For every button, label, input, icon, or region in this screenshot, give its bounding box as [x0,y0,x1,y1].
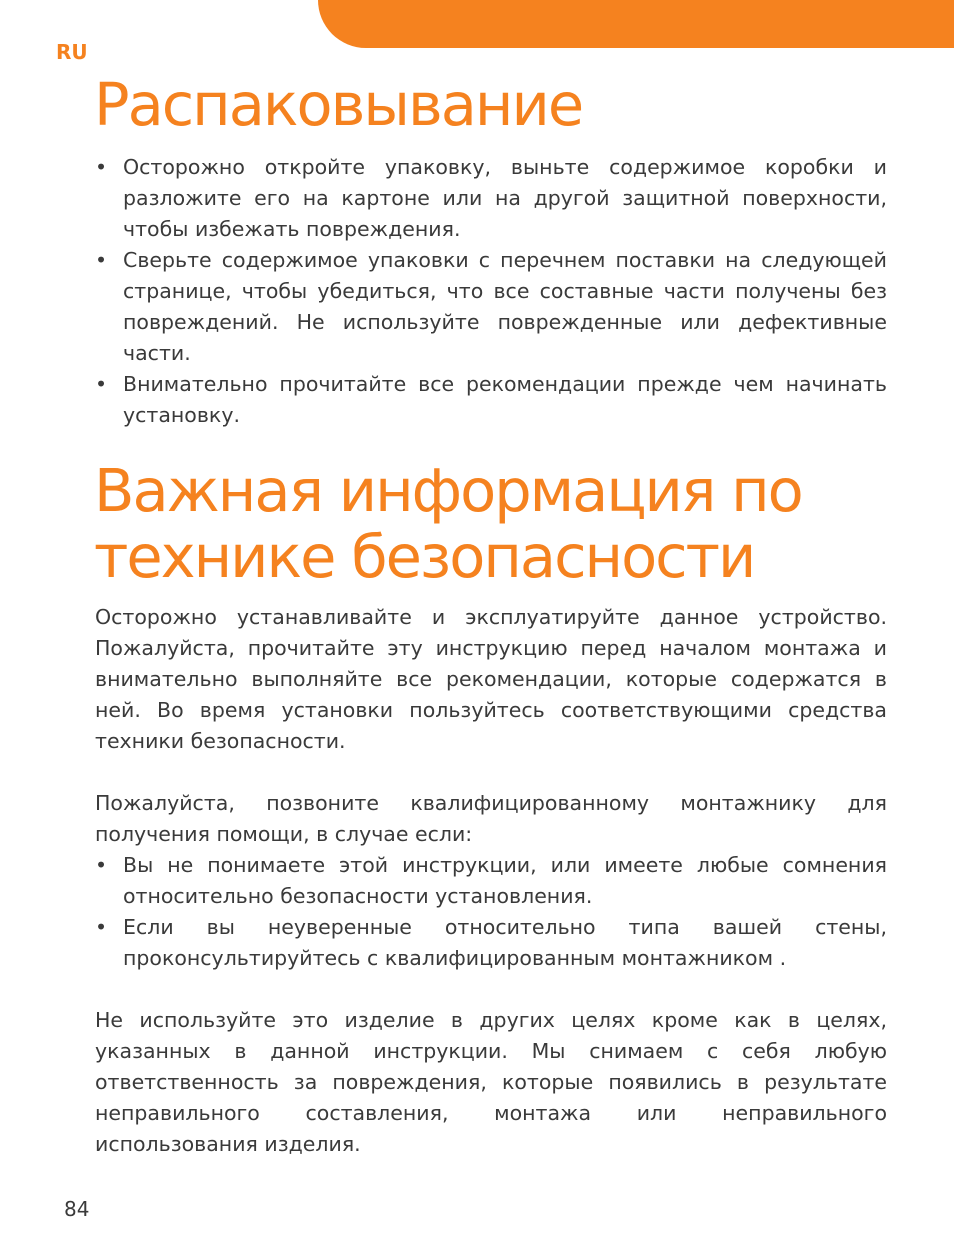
safety-paragraph-1: Осторожно устанавливайте и эксплуатируйте данное устройство. Пожалуйста, прочитайте эту инструкцию перед началом монтажа и внимательно выполняйте все рекомендации, которые содержатся в ней. Во время установки пользуйтесь соответствующими средства техники безопасности. [95,605,887,753]
list-item: • Вы не понимаете этой инструкции, или имеете любые сомнения относительно безопасности установления. [95,850,887,912]
list-item: • Внимательно прочитайте все рекомендации прежде чем начинать установку. [95,369,887,431]
unpacking-list [95,152,887,431]
list-item: • Если вы неуверенные относительно типа вашей стены, проконсультируйтесь с квалифицированным монтажником . [95,912,887,974]
unpacking-title: Распаковывание [94,70,583,139]
safety-title-line-1: Важная информация по [94,456,802,525]
language-label: RU [56,40,88,64]
page-number: 84 [64,1197,90,1221]
safety-list [95,850,887,974]
header-accent-band [318,0,954,48]
safety-title [94,458,802,590]
safety-paragraph-3: Не используйте это изделие в других целях кроме как в целях, указанных в данной инструкции. Мы снимаем с себя любую ответственность за повреждения, которые появились в результате неправильного составления, монтажа или неправильного использования изделия. [95,1008,887,1156]
list-item: • Осторожно откройте упаковку, выньте содержимое коробки и разложите его на картоне или на другой защитной поверхности, чтобы избежать повреждения. [95,152,887,245]
safety-title-line-2: технике безопасности [94,522,755,591]
safety-paragraph-2: Пожалуйста, позвоните квалифицированному монтажнику для получения помощи, в случае если: [95,791,887,846]
list-item: • Сверьте содержимое упаковки с перечнем поставки на следующей странице, чтобы убедиться, что все составные части получены без повреждений. Не используйте поврежденные или дефективные части. [95,245,887,369]
